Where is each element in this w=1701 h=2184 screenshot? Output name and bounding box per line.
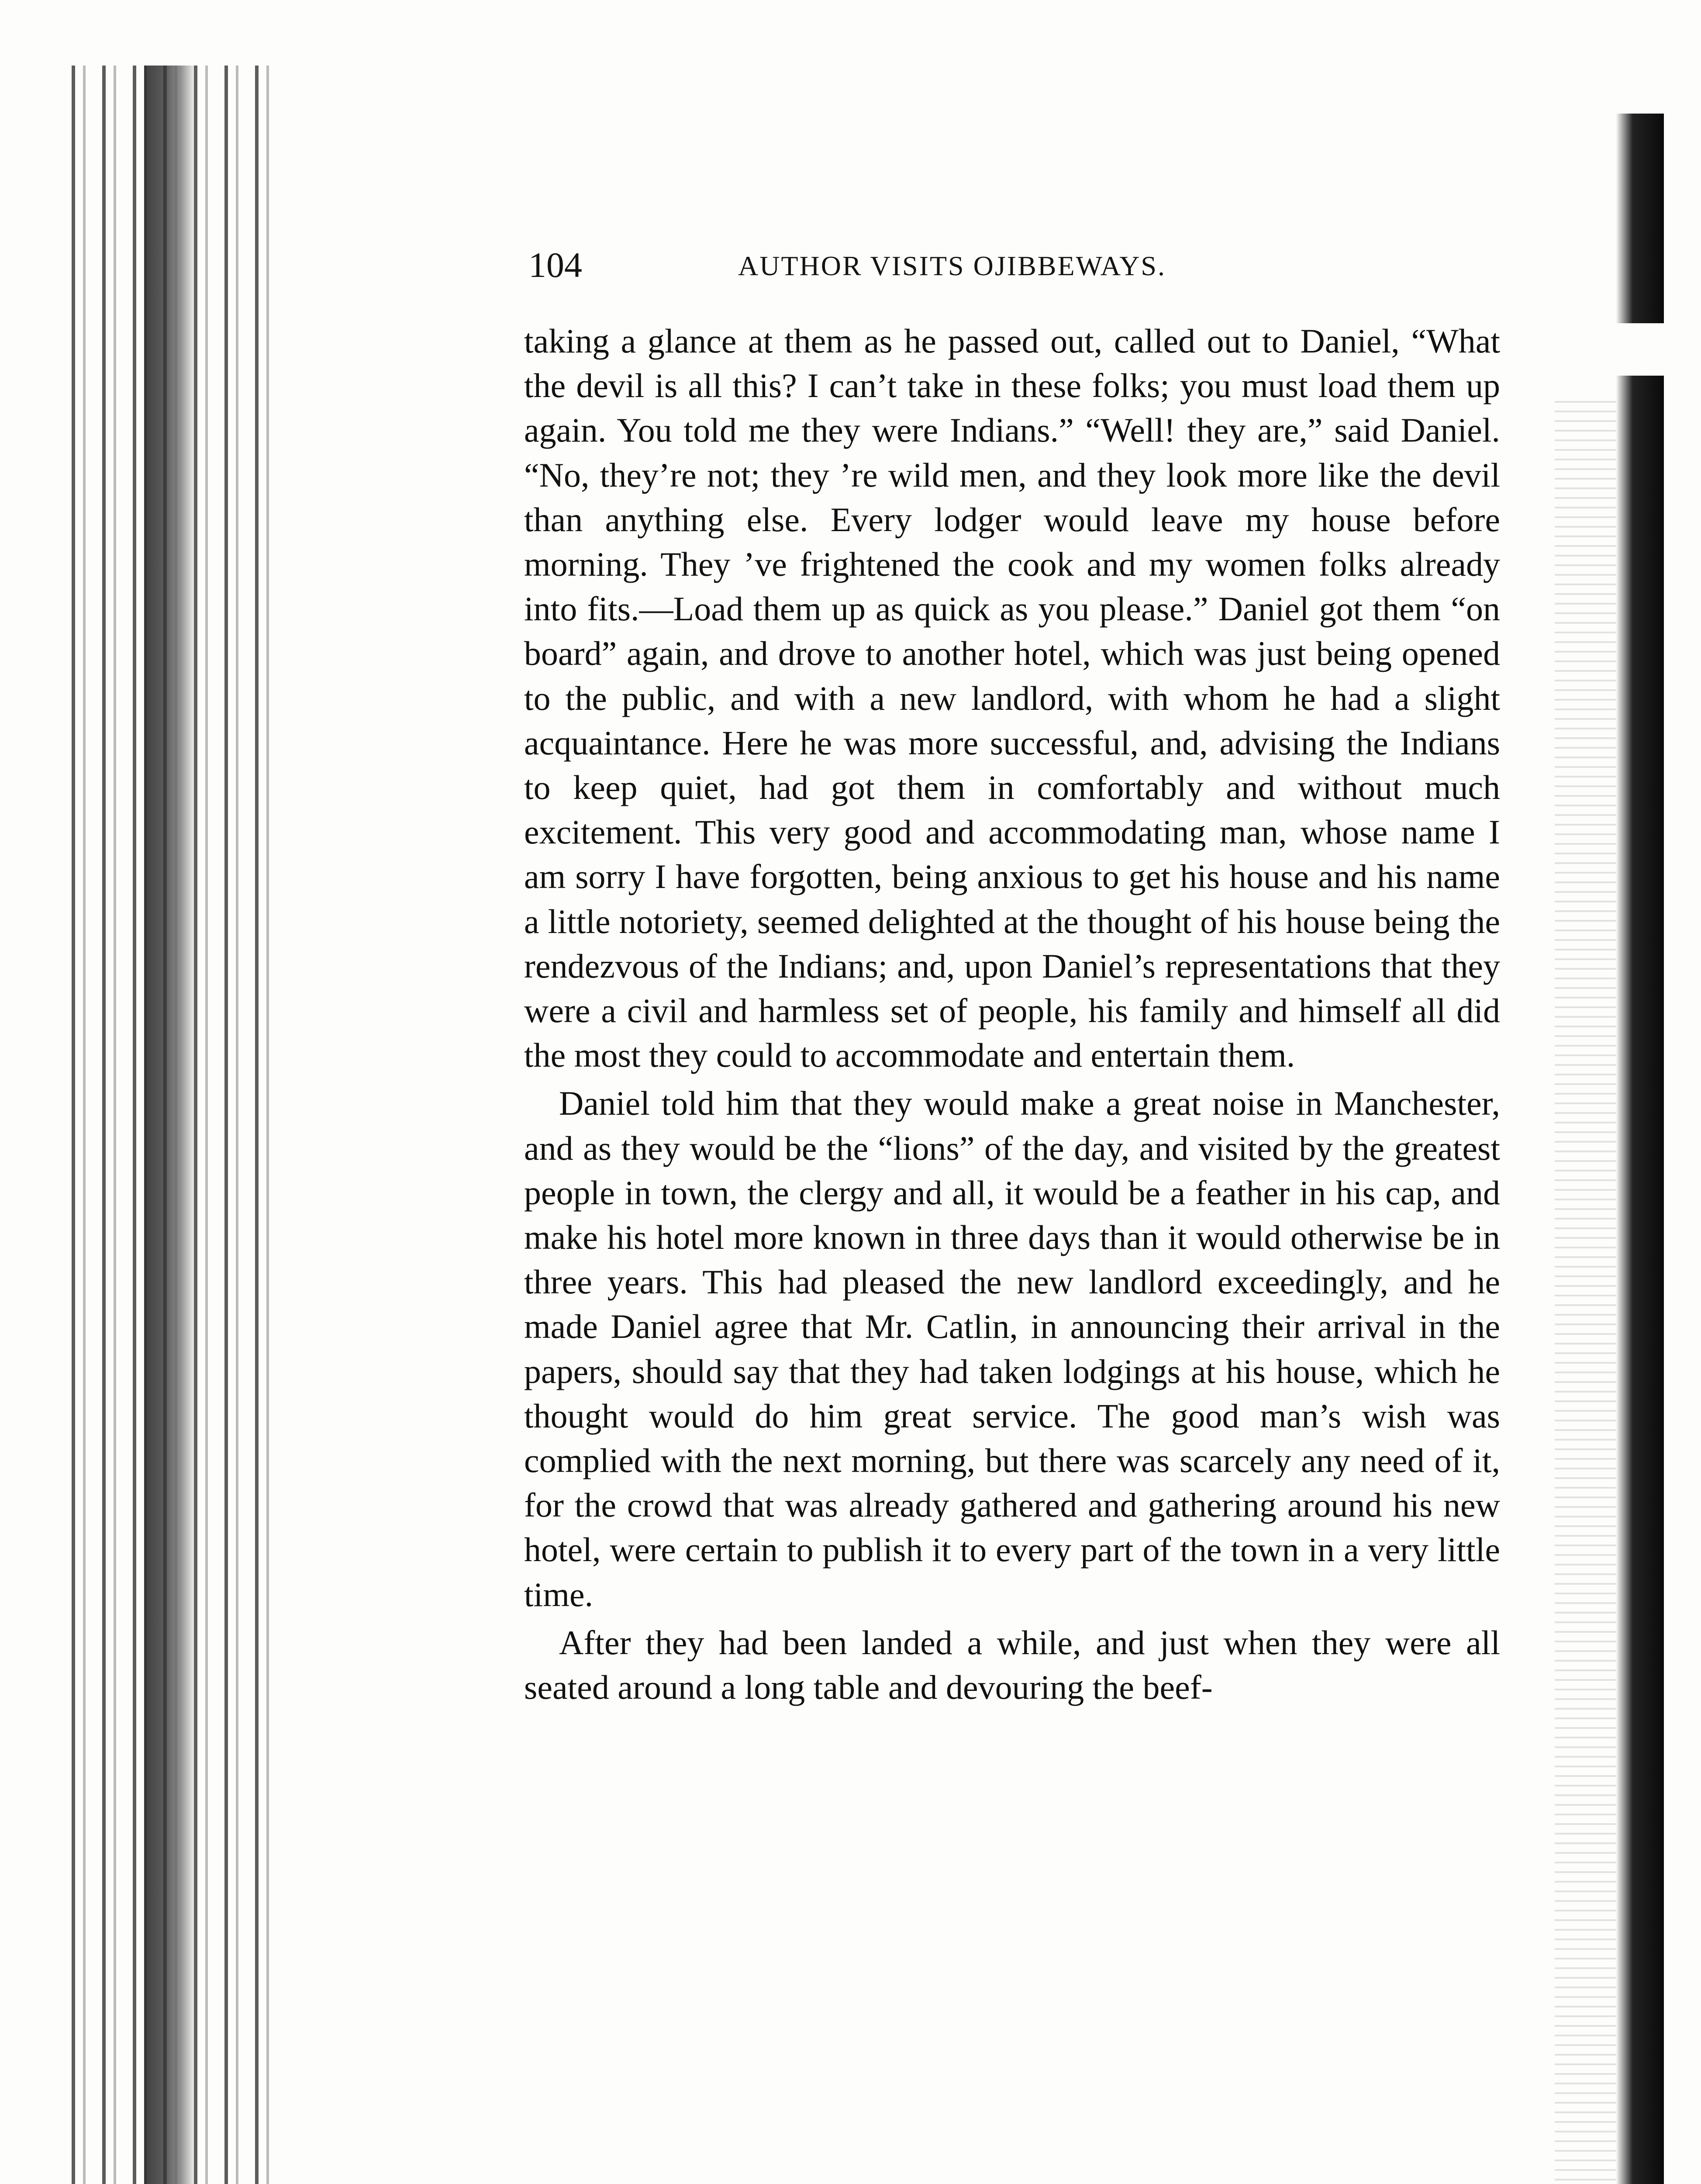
paragraph-continuation: taking a glance at them as he passed out, called out to Daniel, “What the devil is all this? I can’t take in these folks; you must load them up again. You told me they were Indians.” “Well! they are,” said Daniel. “No, they’re not; they ’re wild men, and they look more like the devil than anything else. Every lodger would leave my house before morning. They ’ve frightened the cook and my women folks already into fits.—Load them up as quick as you please.” Daniel got them “on board” again, and drove to another hotel, which was just being opened to the public, and with a new landlord, with whom he had a slight acquaintance. Here he was more successful, and, advising the Indians to keep quiet, had got them in comfortably and without much excitement. This very good and accommodating man, whose name I am sorry I have forgotten, being anxious to get his house and his name a little notoriety, seemed delighted at the thought of his house being the rendezvous of the Indians; and, upon Daniel’s representations that they were a civil and harmless set of people, his family and himself all did the most they could to accommodate and entertain them. bbox=[524, 322, 1500, 1075]
paragraph: After they had been landed a while, and just when they were all seated around a long table and devouring the beef- bbox=[524, 1623, 1500, 1707]
right-page-edge bbox=[1616, 114, 1664, 2184]
right-edge-gap bbox=[1607, 323, 1668, 376]
running-head bbox=[528, 245, 1498, 293]
body-text bbox=[524, 319, 1500, 1710]
left-binding-shadow bbox=[144, 66, 197, 2184]
paragraph: Daniel told him that they would make a great noise in Manchester, and as they would be the “lions” of the day, and visited by the greatest people in town, the clergy and all, it would be a feather in his cap, and make his hotel more known in three days than it would otherwise be in three years. This had pleased the new landlord exceedingly, and he made Daniel agree that Mr. Catlin, in announcing their arrival in the papers, should say that they had taken lodgings at his house, which he thought would do him great service. The good man’s wish was complied with the next morning, but there was scarcely any need of it, for the crowd that was already gathered and gathering around his new hotel, were certain to publish it to every part of the town in a very little time. bbox=[524, 1084, 1500, 1614]
running-title: AUTHOR VISITS OJIBBEWAYS. bbox=[738, 250, 1166, 281]
page-number: 104 bbox=[528, 245, 582, 285]
right-edge-speckles bbox=[1555, 393, 1616, 2184]
